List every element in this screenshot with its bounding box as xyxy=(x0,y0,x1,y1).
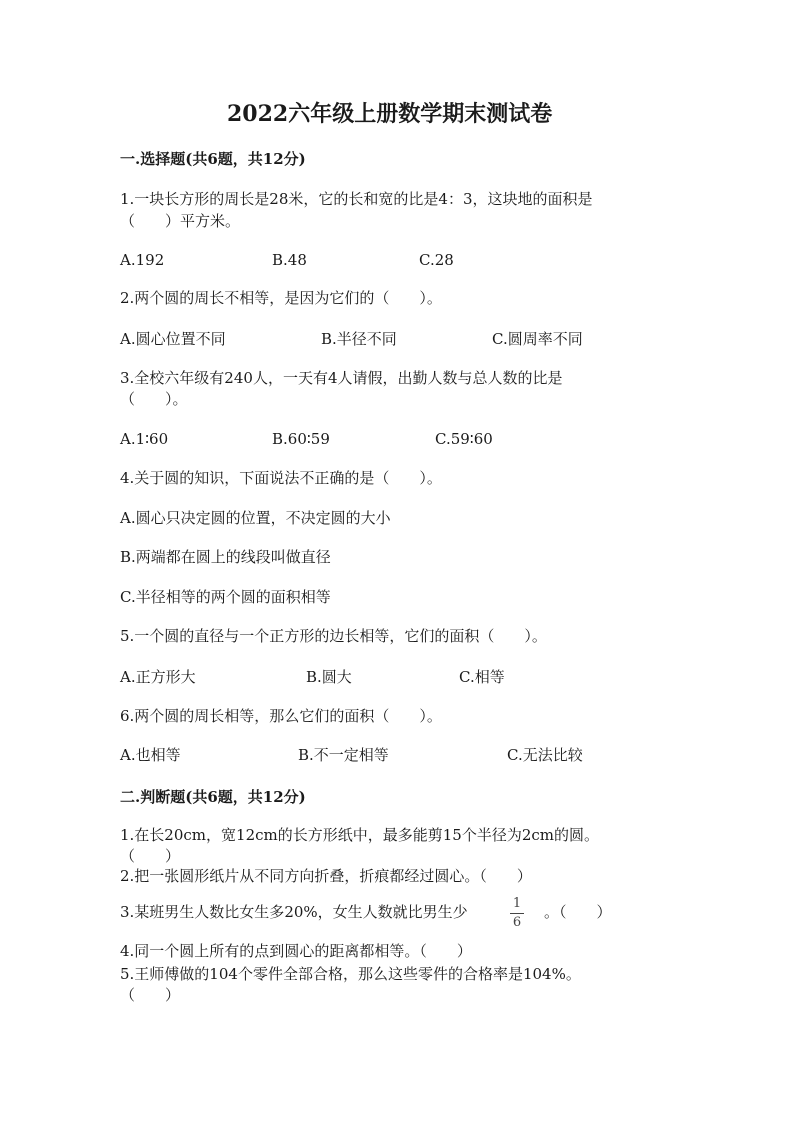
judgment-5-answer-blank: （ ） xyxy=(120,986,181,1004)
question-4-option-a: A.圆心只决定圆的位置，不决定圆的大小 xyxy=(120,509,391,527)
question-6-option-c: C.无法比较 xyxy=(507,746,583,764)
question-3-option-a: A.1∶60 xyxy=(120,430,169,448)
question-2-option-c: C.圆周率不同 xyxy=(492,330,583,348)
question-3-text: 3.全校六年级有240人，一天有4人请假，出勤人数与总人数的比是 xyxy=(120,369,563,387)
question-1-option-c: C.28 xyxy=(419,251,454,269)
question-1-option-b: B.48 xyxy=(272,251,307,269)
judgment-4-text: 4.同一个圆上所有的点到圆心的距离都相等。（ ） xyxy=(120,942,472,960)
judgment-1-text: 1.在长20cm，宽12cm的长方形纸中，最多能剪15个半径为2cm的圆。 xyxy=(120,826,599,844)
question-6-text: 6.两个圆的周长相等，那么它们的面积（ ）。 xyxy=(120,707,442,725)
question-1-option-a: A.192 xyxy=(120,251,165,269)
question-2-option-a: A.圆心位置不同 xyxy=(120,330,226,348)
judgment-3-text: 3.某班男生人数比女生多20%，女生人数就比男生少 xyxy=(120,903,468,921)
question-1-text-cont: （ ）平方米。 xyxy=(120,212,241,230)
question-5-text: 5.一个圆的直径与一个正方形的边长相等，它们的面积（ ）。 xyxy=(120,627,547,645)
question-1-text: 1.一块长方形的周长是28米，它的长和宽的比是4：3，这块地的面积是 xyxy=(120,190,593,208)
section-heading-choice: 一.选择题(共6题，共12分) xyxy=(120,150,306,168)
fraction-numerator: 1 xyxy=(512,896,522,911)
judgment-3-text-end: 。（ ） xyxy=(544,903,612,921)
question-6-option-b: B.不一定相等 xyxy=(298,746,389,764)
question-4-text: 4.关于圆的知识，下面说法不正确的是（ ）。 xyxy=(120,469,442,487)
fraction-one-sixth xyxy=(509,897,525,930)
section-heading-judgment: 二.判断题(共6题，共12分) xyxy=(120,788,306,806)
question-5-option-c: C.相等 xyxy=(459,668,505,686)
question-4-option-b: B.两端都在圆上的线段叫做直径 xyxy=(120,548,331,566)
page-title: 2022六年级上册数学期末测试卷 xyxy=(227,101,553,127)
fraction-bar xyxy=(510,913,524,914)
question-4-option-c: C.半径相等的两个圆的面积相等 xyxy=(120,588,331,606)
judgment-5-text: 5.王师傅做的104个零件全部合格，那么这些零件的合格率是104%。 xyxy=(120,965,581,983)
question-2-text: 2.两个圆的周长不相等，是因为它们的（ ）。 xyxy=(120,289,442,307)
question-3-option-b: B.60∶59 xyxy=(272,430,330,448)
question-3-text-cont: （ ）。 xyxy=(120,390,188,408)
question-5-option-a: A.正方形大 xyxy=(120,668,196,686)
judgment-1-answer-blank: （ ） xyxy=(120,847,181,865)
question-6-option-a: A.也相等 xyxy=(120,746,181,764)
question-5-option-b: B.圆大 xyxy=(306,668,352,686)
fraction-denominator: 6 xyxy=(512,915,522,930)
question-3-option-c: C.59∶60 xyxy=(435,430,493,448)
judgment-2-text: 2.把一张圆形纸片从不同方向折叠，折痕都经过圆心。（ ） xyxy=(120,867,532,885)
question-2-option-b: B.半径不同 xyxy=(321,330,397,348)
